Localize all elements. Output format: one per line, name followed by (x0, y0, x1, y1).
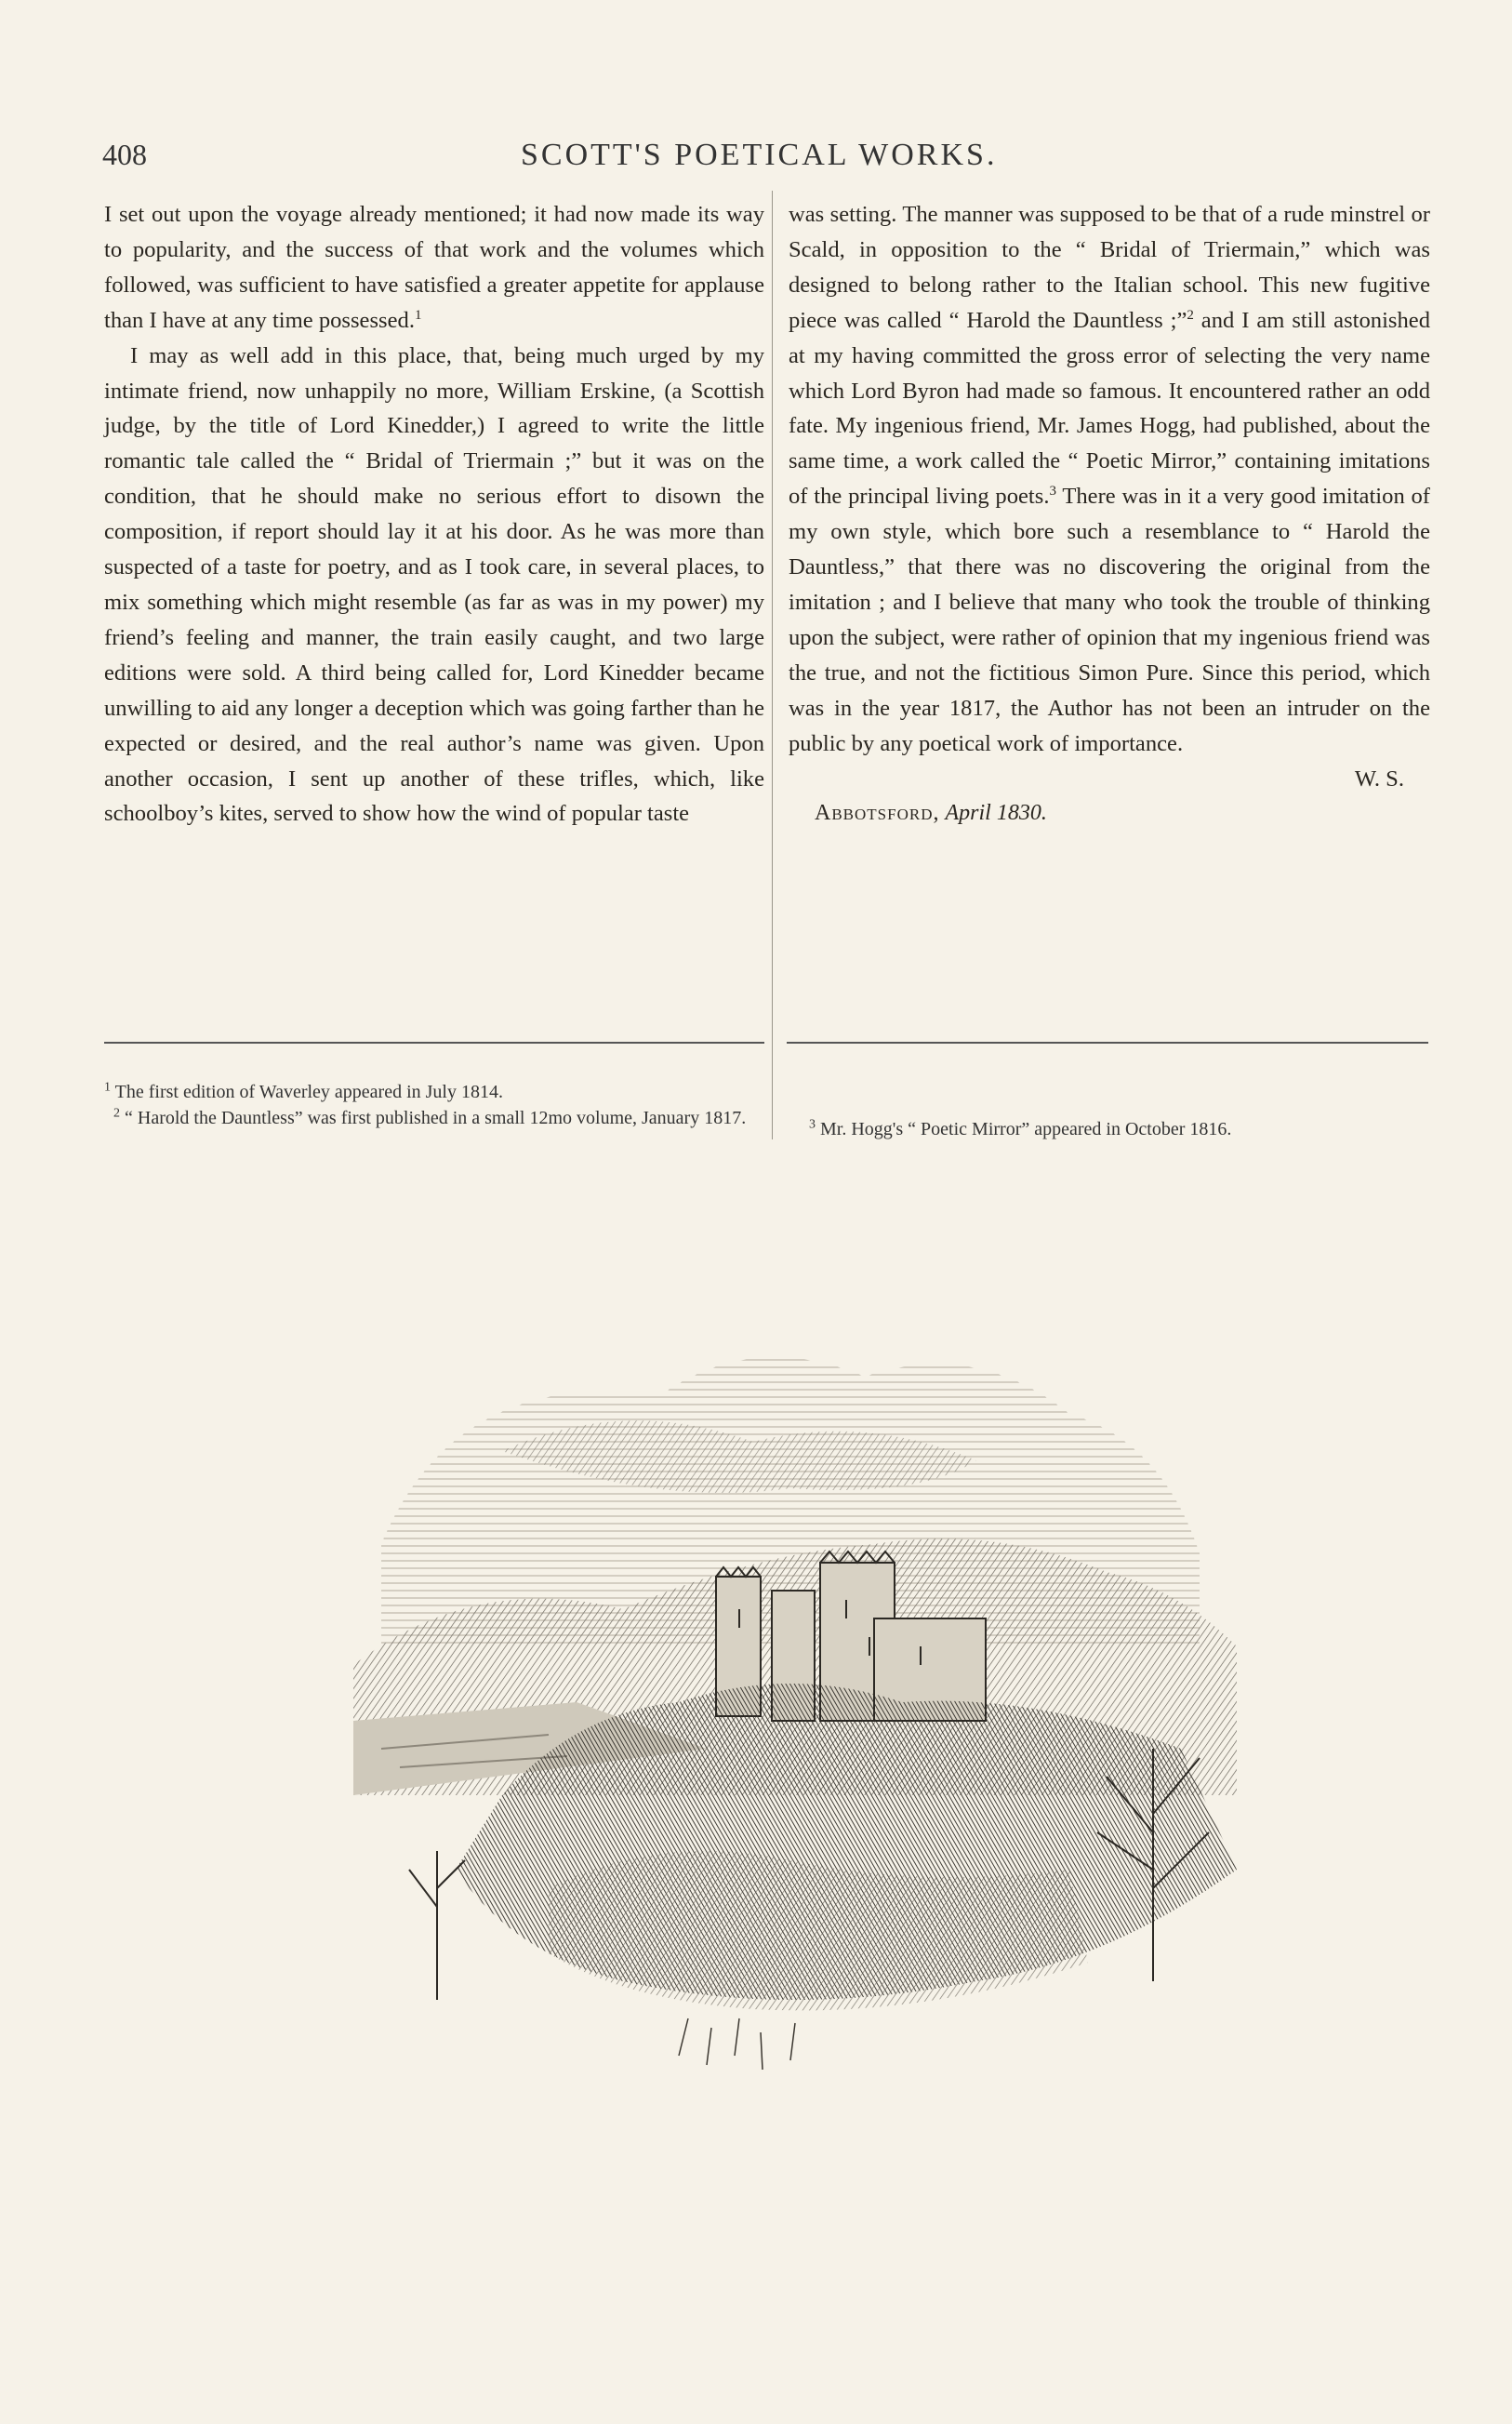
paragraph-text: was setting. The manner was supposed to be that of a rude minstrel or Scald, in opposition to the “ Bridal of Triermain,” which was designed to belong rather to the Italian school. This new fugitive piece was called “ Harold the Dauntless ;” (789, 202, 1430, 333)
footnote-text: Mr. Hogg's “ Poetic Mirror” appeared in October 1816. (820, 1119, 1232, 1139)
footnote-mark: 3 (809, 1117, 816, 1132)
castle-engraving (270, 1312, 1293, 2149)
dateline (789, 796, 1430, 832)
footnote-ref: 3 (1049, 484, 1056, 499)
footnote (104, 1105, 764, 1131)
paragraph (104, 197, 764, 339)
running-title: SCOTT'S POETICAL WORKS. (521, 138, 998, 172)
footnote-mark: 1 (104, 1080, 111, 1095)
footnotes-left (104, 1079, 764, 1131)
footnotes-right (809, 1116, 1460, 1142)
place: Abbotsford, (815, 801, 940, 826)
paragraph-text: I set out upon the voyage already mentioned; it had now made its way to popularity, and the success of that work and the volumes which followed, was sufficient to have satisfied a greater appetite for applause than I have at any time possessed. (104, 202, 764, 333)
column-divider (772, 191, 773, 1139)
running-header (0, 138, 1512, 175)
right-column (789, 197, 1430, 832)
date: April 1830. (945, 801, 1047, 826)
footnote-text: “ Harold the Dauntless” was first published in a small 12mo volume, January 1817. (125, 1108, 747, 1128)
footnote-ref: 1 (414, 307, 422, 323)
footnote (809, 1116, 1460, 1142)
signature: W. S. (1354, 766, 1404, 792)
footnote-mark: 2 (113, 1106, 120, 1121)
footnote-text: The first edition of Waverley appeared in July 1814. (114, 1082, 503, 1102)
paragraph-text: and I am still astonished at my having committed the gross error of selecting the very name which Lord Byron had made so famous. It encountered rather an odd fate. My ingenious friend, Mr. James Hogg, had published, about the same time, a work called the “ Poetic Mirror,” containing imitations of the principal living poets. (789, 307, 1430, 510)
tree-left (409, 1851, 465, 2000)
paragraph (789, 197, 1430, 762)
footnote (104, 1079, 764, 1105)
left-column (104, 197, 764, 832)
footnote-rule (787, 1042, 1428, 1044)
page-number: 408 (102, 138, 147, 171)
paragraph-text: There was in it a very good imitation of my own style, which bore such a resemblance to “ Harold the Dauntless,” that there was no discovering the original from the imitation ; and I believe that many who took the trouble of thinking upon the subject, were rather of opinion that my ingenious friend was the true, and not the fictitious Simon Pure. Since this period, which was in the year 1817, the Author has not been an intruder on the public by any poetical work of importance. (789, 484, 1430, 756)
paragraph: I may as well add in this place, that, being much urged by my intimate friend, now unhappily no more, William Erskine, (a Scottish judge, by the title of Lord Kinedder,) I agreed to write the little romantic tale called the “ Bridal of Triermain ;” but it was on the condition, that he should make no serious effort to disown the composition, if report should lay it at his door. As he was more than suspected of a taste for poetry, and as I took care, in several places, to mix something which might resemble (as far as was in my power) my friend’s feeling and manner, the train easily caught, and two large editions were sold. A third being called for, Lord Kinedder became unwilling to aid any longer a deception which was going farther than he expected or desired, and the real author’s name was given. Upon another occasion, I sent up another of these trifles, which, like schoolboy’s kites, served to show how the wind of popular taste (104, 342, 764, 827)
footnote-ref: 2 (1187, 307, 1194, 323)
footnote-rule (104, 1042, 764, 1044)
